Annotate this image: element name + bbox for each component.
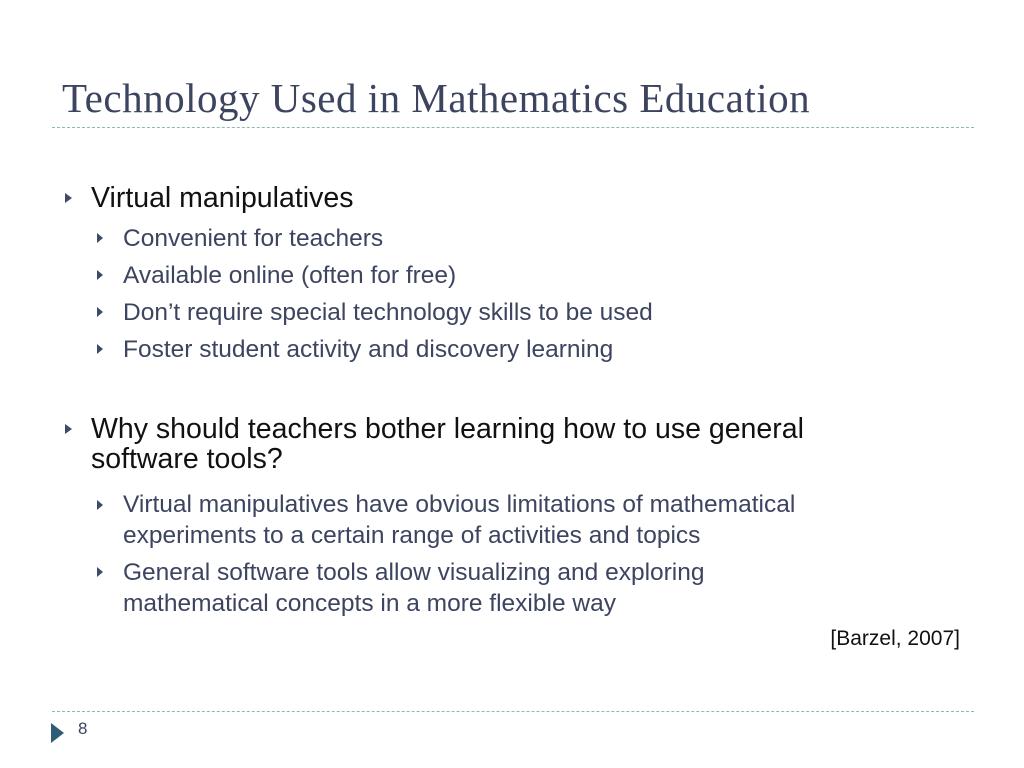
sub-bullet: Don’t require special technology skills to be used	[123, 299, 653, 326]
sub-bullet: General software tools allow visualizing and exploring mathematical concepts in a more flexible way	[123, 559, 705, 617]
footer-arrow-icon	[51, 723, 64, 743]
slide-title: Technology Used in Mathematics Education	[62, 75, 811, 121]
sub-bullet-arrow-icon	[97, 270, 103, 280]
page-number: 8	[78, 719, 88, 738]
sub-bullet: Available online (often for free)	[123, 262, 457, 289]
footer-divider	[52, 711, 974, 712]
sub-bullet: Convenient for teachers	[123, 225, 384, 252]
bullet-level1: Why should teachers bother learning how to use general software tools?	[91, 413, 804, 475]
sub-bullet-arrow-icon	[97, 500, 103, 510]
bullet-arrow-icon	[65, 193, 72, 203]
sub-bullet-arrow-icon	[97, 344, 103, 354]
sub-bullet: Foster student activity and discovery learning	[123, 336, 614, 363]
citation: [Barzel, 2007]	[830, 627, 960, 650]
sub-bullet-arrow-icon	[97, 233, 103, 243]
sub-bullet: Virtual manipulatives have obvious limitations of mathematical experiments to a certain range of activities and topics	[123, 491, 796, 549]
bullet-arrow-icon	[65, 424, 72, 434]
sub-bullet-arrow-icon	[97, 307, 103, 317]
sub-bullet-arrow-icon	[97, 567, 103, 577]
bullet-level1: Virtual manipulatives	[91, 182, 354, 214]
